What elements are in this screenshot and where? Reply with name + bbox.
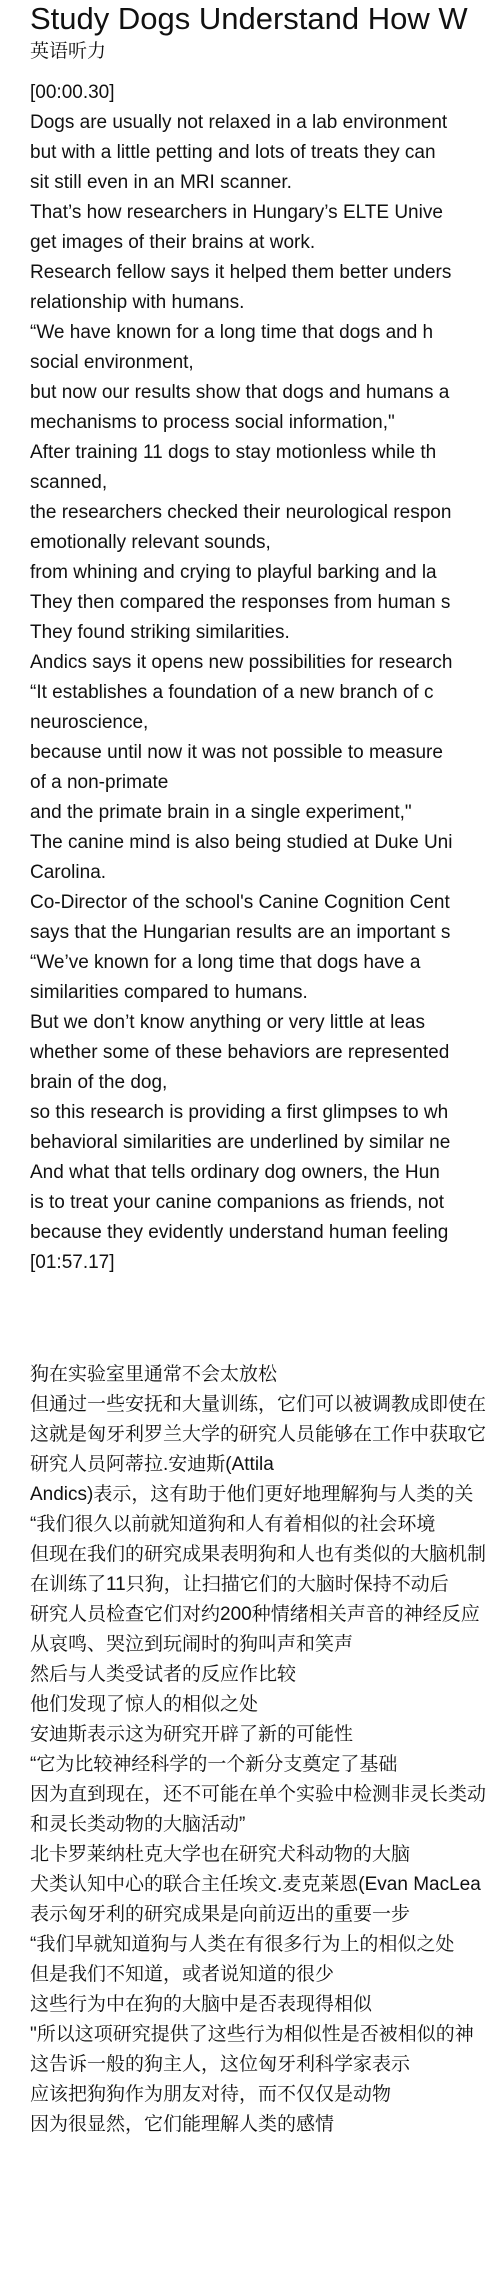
translation-line: “我们很久以前就知道狗和人有着相似的社会环境 <box>30 1514 436 1535</box>
chinese-translation <box>30 1360 500 2140</box>
translation-line: 因为直到现在，还不可能在单个实验中检测非灵长类动 <box>30 1784 487 1805</box>
transcript-line: [01:57.17] <box>30 1252 115 1273</box>
transcript-line: They found striking similarities. <box>30 622 290 643</box>
translation-line: 和灵长类动物的大脑活动” <box>30 1814 246 1835</box>
transcript-line: Research fellow says it helped them better unders <box>30 262 452 283</box>
translation-line: 但通过一些安抚和大量训练，它们可以被调教成即使在 <box>30 1394 487 1415</box>
translation-line: 北卡罗莱纳杜克大学也在研究犬科动物的大脑 <box>30 1844 411 1865</box>
translation-line: 这些行为中在狗的大脑中是否表现得相似 <box>30 1994 373 2015</box>
translation-line: 他们发现了惊人的相似之处 <box>30 1694 259 1715</box>
transcript-line: They then compared the responses from human s <box>30 592 451 613</box>
translation-line: Andics)表示，这有助于他们更好地理解狗与人类的关 <box>30 1484 474 1505</box>
translation-line: 表示匈牙利的研究成果是向前迈出的重要一步 <box>30 1904 411 1925</box>
transcript-line: “We’ve known for a long time that dogs have a <box>30 952 421 973</box>
transcript-line: After training 11 dogs to stay motionless while th <box>30 442 437 463</box>
transcript-line: neuroscience, <box>30 712 149 733</box>
transcript-line: but with a little petting and lots of treats they can <box>30 142 436 163</box>
transcript-line: Andics says it opens new possibilities for research <box>30 652 453 673</box>
transcript-line: emotionally relevant sounds, <box>30 532 271 553</box>
article-category: 英语听力 <box>30 41 107 62</box>
transcript-line: [00:00.30] <box>30 82 115 103</box>
translation-line: “它为比较神经科学的一个新分支奠定了基础 <box>30 1754 398 1775</box>
transcript-line: behavioral similarities are underlined by similar ne <box>30 1132 451 1153</box>
translation-line: 安迪斯表示这为研究开辟了新的可能性 <box>30 1724 354 1745</box>
translation-line: 在训练了11只狗，让扫描它们的大脑时保持不动后 <box>30 1574 449 1595</box>
transcript-line: is to treat your canine companions as friends, not <box>30 1192 445 1213</box>
transcript-line: from whining and crying to playful barking and la <box>30 562 437 583</box>
translation-line: 研究人员阿蒂拉.安迪斯(Attila <box>30 1454 274 1475</box>
transcript-line: the researchers checked their neurological respon <box>30 502 452 523</box>
transcript-line: “It establishes a foundation of a new branch of c <box>30 682 434 703</box>
translation-line: 研究人员检查它们对约200种情绪相关声音的神经反应 <box>30 1604 480 1625</box>
transcript-line: because they evidently understand human feeling <box>30 1222 449 1243</box>
transcript-line: and the primate brain in a single experiment," <box>30 802 412 823</box>
translation-line: 然后与人类受试者的反应作比较 <box>30 1664 297 1685</box>
transcript-line: so this research is providing a first glimpses to wh <box>30 1102 449 1123</box>
transcript-line: whether some of these behaviors are represented <box>30 1042 450 1063</box>
transcript-line: “We have known for a long time that dogs and h <box>30 322 434 343</box>
translation-line: 这就是匈牙利罗兰大学的研究人员能够在工作中获取它 <box>30 1424 487 1445</box>
article-title: Study Dogs Understand How W <box>30 1 468 36</box>
transcript-line: And what that tells ordinary dog owners, the Hun <box>30 1162 440 1183</box>
transcript-line: sit still even in an MRI scanner. <box>30 172 292 193</box>
english-transcript <box>30 78 500 1278</box>
transcript-line: social environment, <box>30 352 194 373</box>
transcript-line: Dogs are usually not relaxed in a lab environment <box>30 112 448 133</box>
transcript-line: but now our results show that dogs and humans a <box>30 382 450 403</box>
transcript-line: Co-Director of the school's Canine Cognition Cent <box>30 892 450 913</box>
transcript-line: brain of the dog, <box>30 1072 168 1093</box>
transcript-line: relationship with humans. <box>30 292 245 313</box>
transcript-line: mechanisms to process social information," <box>30 412 395 433</box>
transcript-line: similarities compared to humans. <box>30 982 308 1003</box>
transcript-line: because until now it was not possible to measure <box>30 742 443 763</box>
transcript-line: But we don’t know anything or very little at leas <box>30 1012 425 1033</box>
transcript-line: The canine mind is also being studied at Duke Uni <box>30 832 453 853</box>
translation-line: "所以这项研究提供了这些行为相似性是否被相似的神 <box>30 2024 474 2045</box>
translation-line: 但是我们不知道，或者说知道的很少 <box>30 1964 335 1985</box>
translation-line: 但现在我们的研究成果表明狗和人也有类似的大脑机制 <box>30 1544 487 1565</box>
translation-line: 这告诉一般的狗主人，这位匈牙利科学家表示 <box>30 2054 411 2075</box>
transcript-line: Carolina. <box>30 862 107 883</box>
translation-line: 狗在实验室里通常不会太放松 <box>30 1364 278 1385</box>
translation-line: 犬类认知中心的联合主任埃文.麦克莱恩(Evan MacLea <box>30 1874 481 1895</box>
transcript-line: That’s how researchers in Hungary’s ELTE Unive <box>30 202 443 223</box>
transcript-line: of a non-primate <box>30 772 169 793</box>
translation-line: 因为很显然，它们能理解人类的感情 <box>30 2114 335 2135</box>
transcript-line: get images of their brains at work. <box>30 232 316 253</box>
translation-line: 应该把狗狗作为朋友对待，而不仅仅是动物 <box>30 2084 392 2105</box>
translation-line: 从哀鸣、哭泣到玩闹时的狗叫声和笑声 <box>30 1634 354 1655</box>
transcript-line: says that the Hungarian results are an important s <box>30 922 451 943</box>
transcript-line: scanned, <box>30 472 108 493</box>
translation-line: “我们早就知道狗与人类在有很多行为上的相似之处 <box>30 1934 455 1955</box>
